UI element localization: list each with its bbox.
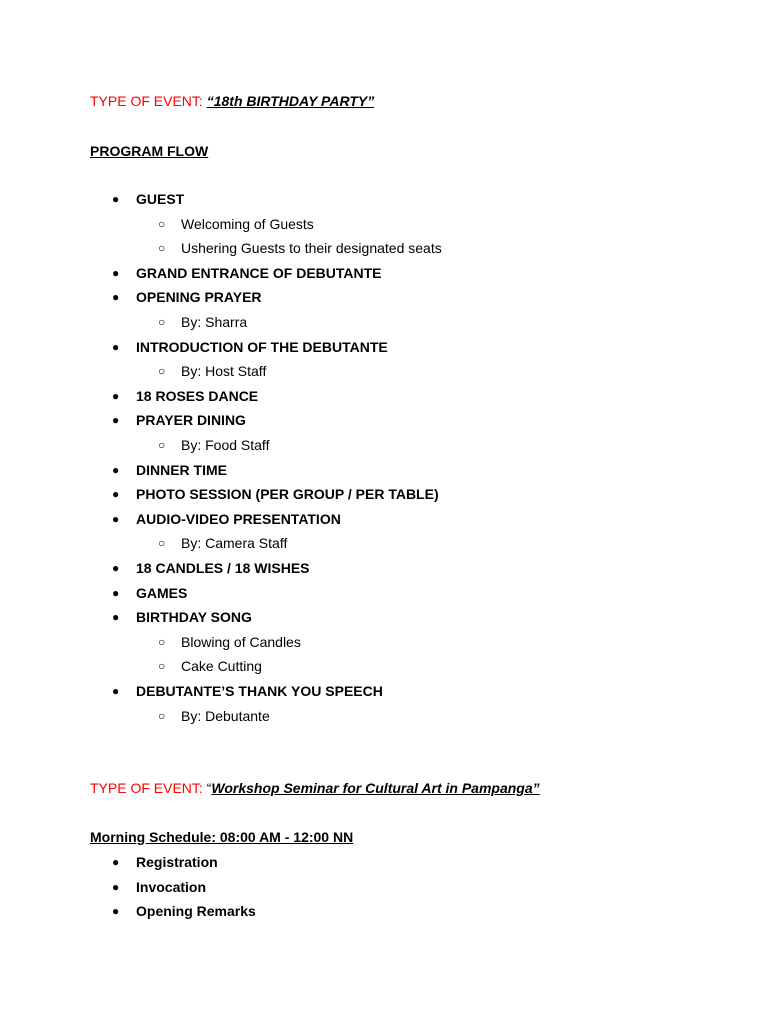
bullet-filled-icon: ● <box>112 511 120 526</box>
morning-schedule-heading: Morning Schedule: 08:00 AM - 12:00 NN <box>90 829 354 845</box>
bullet-filled-icon: ● <box>112 339 120 354</box>
program-subitem: By: Host Staff <box>181 363 267 380</box>
bullet-filled-icon: ● <box>112 904 120 918</box>
bullet-filled-icon: ● <box>112 462 120 477</box>
program-subitem: By: Food Staff <box>181 437 270 453</box>
bullet-filled-icon: ● <box>112 290 120 305</box>
program-item: DINNER TIME <box>136 461 227 478</box>
schedule-item: Opening Remarks <box>136 903 256 919</box>
bullet-hollow-icon: ○ <box>158 634 166 649</box>
event-type-line-1 <box>90 92 374 110</box>
program-item: 18 ROSES DANCE <box>136 387 259 404</box>
bullet-filled-icon: ● <box>112 855 120 869</box>
event-title: Workshop Seminar for Cultural Art in Pampanga” <box>211 780 540 796</box>
program-item: BIRTHDAY SONG <box>136 609 252 626</box>
program-subitem: Welcoming of Guests <box>181 215 314 232</box>
bullet-filled-icon: ● <box>112 684 120 698</box>
bullet-hollow-icon: ○ <box>158 216 166 231</box>
bullet-filled-icon: ● <box>112 413 120 428</box>
program-flow-heading: PROGRAM FLOW <box>90 143 209 159</box>
bullet-filled-icon: ● <box>112 192 120 206</box>
bullet-filled-icon: ● <box>112 585 120 600</box>
schedule-item: Registration <box>136 854 218 870</box>
bullet-filled-icon: ● <box>112 610 120 625</box>
bullet-hollow-icon: ○ <box>158 536 166 551</box>
bullet-filled-icon: ● <box>112 487 120 502</box>
bullet-filled-icon: ● <box>112 265 120 280</box>
program-subitem: Blowing of Candles <box>181 633 301 650</box>
program-item: INTRODUCTION OF THE DEBUTANTE <box>136 338 388 355</box>
program-item: PRAYER DINING <box>136 412 246 429</box>
program-subitem: By: Sharra <box>181 314 248 330</box>
event-type-label: TYPE OF EVENT: <box>90 780 203 796</box>
bullet-hollow-icon: ○ <box>158 659 166 674</box>
bullet-filled-icon: ● <box>112 388 120 403</box>
event-type-label: TYPE OF EVENT: <box>90 93 203 109</box>
program-item: DEBUTANTE’S THANK YOU SPEECH <box>136 683 383 699</box>
bullet-filled-icon: ● <box>112 879 120 894</box>
bullet-hollow-icon: ○ <box>158 364 166 379</box>
bullet-hollow-icon: ○ <box>158 708 166 723</box>
event-title-quote: “ <box>206 780 212 796</box>
program-item: PHOTO SESSION (PER GROUP / PER TABLE) <box>136 486 439 503</box>
program-subitem: By: Debutante <box>181 707 270 724</box>
event-type-line-2 <box>90 779 540 797</box>
program-item: OPENING PRAYER <box>136 289 262 306</box>
program-item: GAMES <box>136 584 188 601</box>
bullet-hollow-icon: ○ <box>158 438 166 452</box>
program-item: 18 CANDLES / 18 WISHES <box>136 560 310 576</box>
schedule-item: Invocation <box>136 878 207 895</box>
program-subitem: By: Camera Staff <box>181 535 288 552</box>
bullet-hollow-icon: ○ <box>158 315 166 329</box>
program-item: GUEST <box>136 191 185 207</box>
program-subitem: Ushering Guests to their designated seats <box>181 240 442 257</box>
program-item: AUDIO-VIDEO PRESENTATION <box>136 510 341 527</box>
program-item: GRAND ENTRANCE OF DEBUTANTE <box>136 264 382 281</box>
event-title: “18th BIRTHDAY PARTY” <box>206 93 375 109</box>
bullet-hollow-icon: ○ <box>158 241 166 256</box>
program-subitem: Cake Cutting <box>181 658 262 675</box>
bullet-filled-icon: ● <box>112 561 120 575</box>
